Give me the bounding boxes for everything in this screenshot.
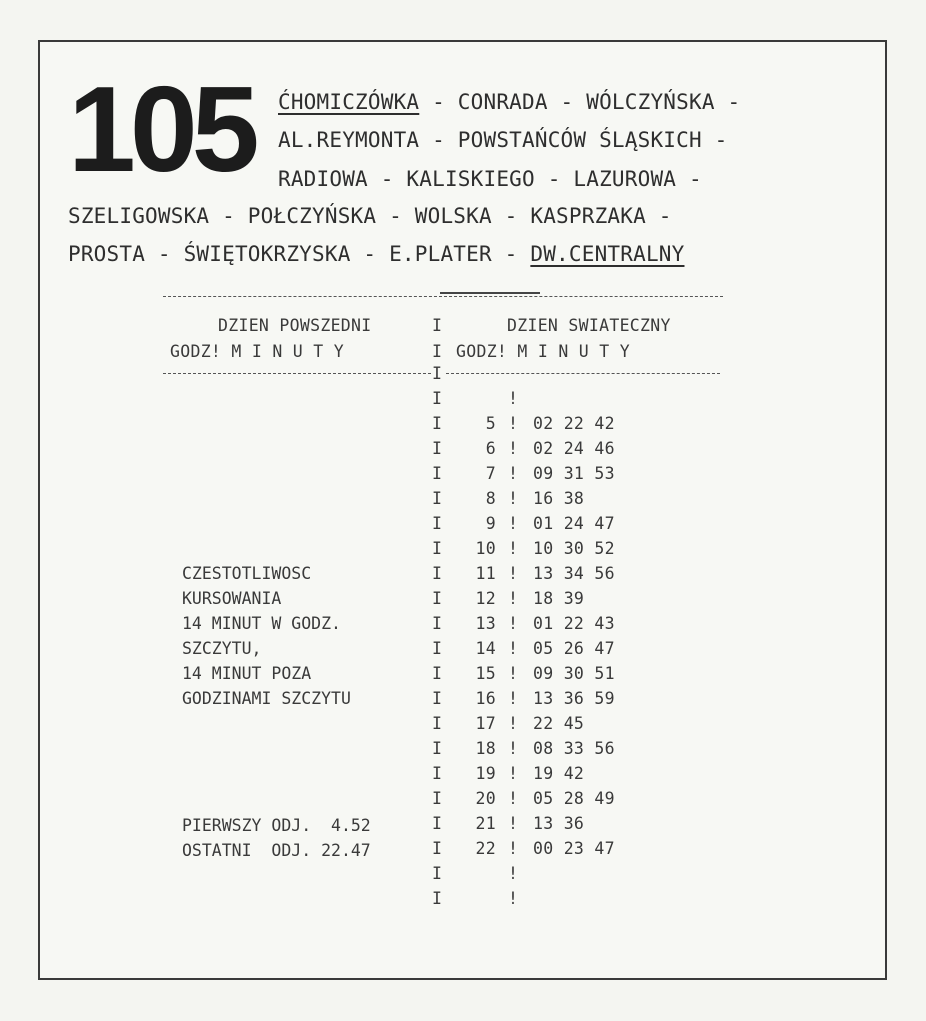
- hour-cell: 10: [475, 539, 496, 558]
- hour-separator: !: [508, 664, 519, 683]
- table-row: [0, 791, 926, 816]
- route-start-stop: ĆHOMICZÓWKA: [278, 90, 420, 114]
- holiday-header: DZIEN SWIATECZNY: [507, 316, 671, 335]
- frequency-note-line: 14 MINUT POZA: [182, 664, 312, 683]
- line-number: 105: [68, 61, 254, 197]
- column-separator: I: [432, 639, 443, 658]
- minutes-cell: 09 30 51: [533, 664, 615, 683]
- hour-cell: 9: [485, 514, 496, 533]
- hour-cell: 11: [475, 564, 496, 583]
- column-separator: I: [432, 589, 443, 608]
- hour-cell: 17: [475, 714, 496, 733]
- table-row: [0, 641, 926, 666]
- header-accent-rule: [440, 292, 540, 294]
- column-separator: I: [432, 764, 443, 783]
- weekday-subheader: GODZ! M I N U T Y: [170, 342, 344, 361]
- minutes-cell: 01 24 47: [533, 514, 615, 533]
- frequency-note-line: KURSOWANIA: [182, 589, 282, 608]
- hour-separator: !: [508, 714, 519, 733]
- table-row: [0, 441, 926, 466]
- hour-separator: !: [508, 389, 519, 408]
- column-separator: I: [432, 414, 443, 433]
- hour-separator: !: [508, 564, 519, 583]
- route-end-stop: DW.CENTRALNY: [530, 242, 685, 266]
- hour-cell: 15: [475, 664, 496, 683]
- column-separator: I: [432, 864, 443, 883]
- hour-cell: 22: [475, 839, 496, 858]
- table-row: [0, 716, 926, 741]
- column-separator: I: [432, 489, 443, 508]
- hour-cell: 8: [485, 489, 496, 508]
- table-row: [0, 416, 926, 441]
- hour-cell: 6: [485, 439, 496, 458]
- header-rule: [163, 296, 723, 297]
- hour-separator: !: [508, 689, 519, 708]
- minutes-cell: 02 24 46: [533, 439, 615, 458]
- column-separator: I: [432, 839, 443, 858]
- route-line-1-rest: - CONRADA - WÓLCZYŃSKA -: [419, 90, 741, 114]
- table-row: [0, 591, 926, 616]
- column-separator: I: [432, 739, 443, 758]
- frequency-note-line: GODZINAMI SZCZYTU: [182, 689, 351, 708]
- table-row: [0, 491, 926, 516]
- hour-separator: !: [508, 864, 519, 883]
- column-separator: I: [432, 342, 443, 361]
- route-line-2: AL.REYMONTA - POWSTAŃCÓW ŚLĄSKICH -: [278, 128, 728, 152]
- weekday-header: DZIEN POWSZEDNI: [218, 316, 372, 335]
- table-row: [0, 766, 926, 791]
- column-separator: I: [432, 539, 443, 558]
- minutes-cell: 08 33 56: [533, 739, 615, 758]
- table-row: [0, 466, 926, 491]
- minutes-cell: 10 30 52: [533, 539, 615, 558]
- table-row: [0, 691, 926, 716]
- hour-separator: !: [508, 439, 519, 458]
- minutes-cell: 13 36 59: [533, 689, 615, 708]
- hour-cell: 14: [475, 639, 496, 658]
- hour-separator: !: [508, 764, 519, 783]
- hour-cell: 19: [475, 764, 496, 783]
- column-separator: I: [432, 364, 443, 383]
- table-rule-left: [163, 373, 431, 374]
- route-line-1: [278, 92, 740, 113]
- minutes-cell: 00 23 47: [533, 839, 615, 858]
- column-separator: I: [432, 714, 443, 733]
- column-separator: I: [432, 789, 443, 808]
- table-row: [0, 541, 926, 566]
- minutes-cell: 19 42: [533, 764, 585, 783]
- route-line-4: SZELIGOWSKA - POŁCZYŃSKA - WOLSKA - KASPRZAKA -: [68, 204, 672, 228]
- column-separator: I: [432, 439, 443, 458]
- hour-cell: 7: [485, 464, 496, 483]
- hour-separator: !: [508, 539, 519, 558]
- table-row: [0, 841, 926, 866]
- hour-separator: !: [508, 589, 519, 608]
- table-row: [0, 816, 926, 841]
- table-row: [0, 891, 926, 916]
- frequency-note-line: 14 MINUT W GODZ.: [182, 614, 341, 633]
- minutes-cell: 13 36: [533, 814, 585, 833]
- table-row: [0, 566, 926, 591]
- hour-cell: 21: [475, 814, 496, 833]
- minutes-cell: 05 28 49: [533, 789, 615, 808]
- hour-separator: !: [508, 489, 519, 508]
- frequency-note-line: SZCZYTU,: [182, 639, 262, 658]
- holiday-subheader: GODZ! M I N U T Y: [456, 342, 630, 361]
- column-separator: I: [432, 814, 443, 833]
- hour-separator: !: [508, 789, 519, 808]
- table-rule-right: [446, 373, 720, 374]
- hour-cell: 18: [475, 739, 496, 758]
- column-separator: I: [432, 514, 443, 533]
- hour-separator: !: [508, 514, 519, 533]
- route-line-3: RADIOWA - KALISKIEGO - LAZUROWA -: [278, 167, 702, 191]
- hour-separator: !: [508, 839, 519, 858]
- hour-cell: 20: [475, 789, 496, 808]
- column-separator: I: [432, 564, 443, 583]
- minutes-cell: 18 39: [533, 589, 585, 608]
- route-line-5: [68, 244, 684, 265]
- route-line-5-start: PROSTA - ŚWIĘTOKRZYSKA - E.PLATER -: [68, 242, 531, 266]
- table-row: [0, 866, 926, 891]
- column-separator: I: [432, 464, 443, 483]
- last-departure: OSTATNI ODJ. 22.47: [182, 841, 371, 860]
- minutes-cell: 01 22 43: [533, 614, 615, 633]
- column-separator: I: [432, 316, 443, 335]
- table-row: [0, 516, 926, 541]
- hour-separator: !: [508, 739, 519, 758]
- column-separator: I: [432, 689, 443, 708]
- first-departure: PIERWSZY ODJ. 4.52: [182, 816, 371, 835]
- column-separator: I: [432, 664, 443, 683]
- frequency-note-line: CZESTOTLIWOSC: [182, 564, 312, 583]
- hour-separator: !: [508, 814, 519, 833]
- minutes-cell: 05 26 47: [533, 639, 615, 658]
- hour-separator: !: [508, 639, 519, 658]
- hour-separator: !: [508, 614, 519, 633]
- hour-cell: 13: [475, 614, 496, 633]
- column-separator: I: [432, 889, 443, 908]
- column-separator: I: [432, 389, 443, 408]
- hour-separator: !: [508, 464, 519, 483]
- minutes-cell: 02 22 42: [533, 414, 615, 433]
- minutes-cell: 22 45: [533, 714, 585, 733]
- table-row: [0, 616, 926, 641]
- hour-cell: 5: [485, 414, 496, 433]
- hour-cell: 16: [475, 689, 496, 708]
- column-separator: I: [432, 614, 443, 633]
- hour-separator: !: [508, 889, 519, 908]
- table-row: [0, 741, 926, 766]
- minutes-cell: 13 34 56: [533, 564, 615, 583]
- minutes-cell: 16 38: [533, 489, 585, 508]
- table-row: [0, 666, 926, 691]
- minutes-cell: 09 31 53: [533, 464, 615, 483]
- table-row: [0, 391, 926, 416]
- hour-separator: !: [508, 414, 519, 433]
- hour-cell: 12: [475, 589, 496, 608]
